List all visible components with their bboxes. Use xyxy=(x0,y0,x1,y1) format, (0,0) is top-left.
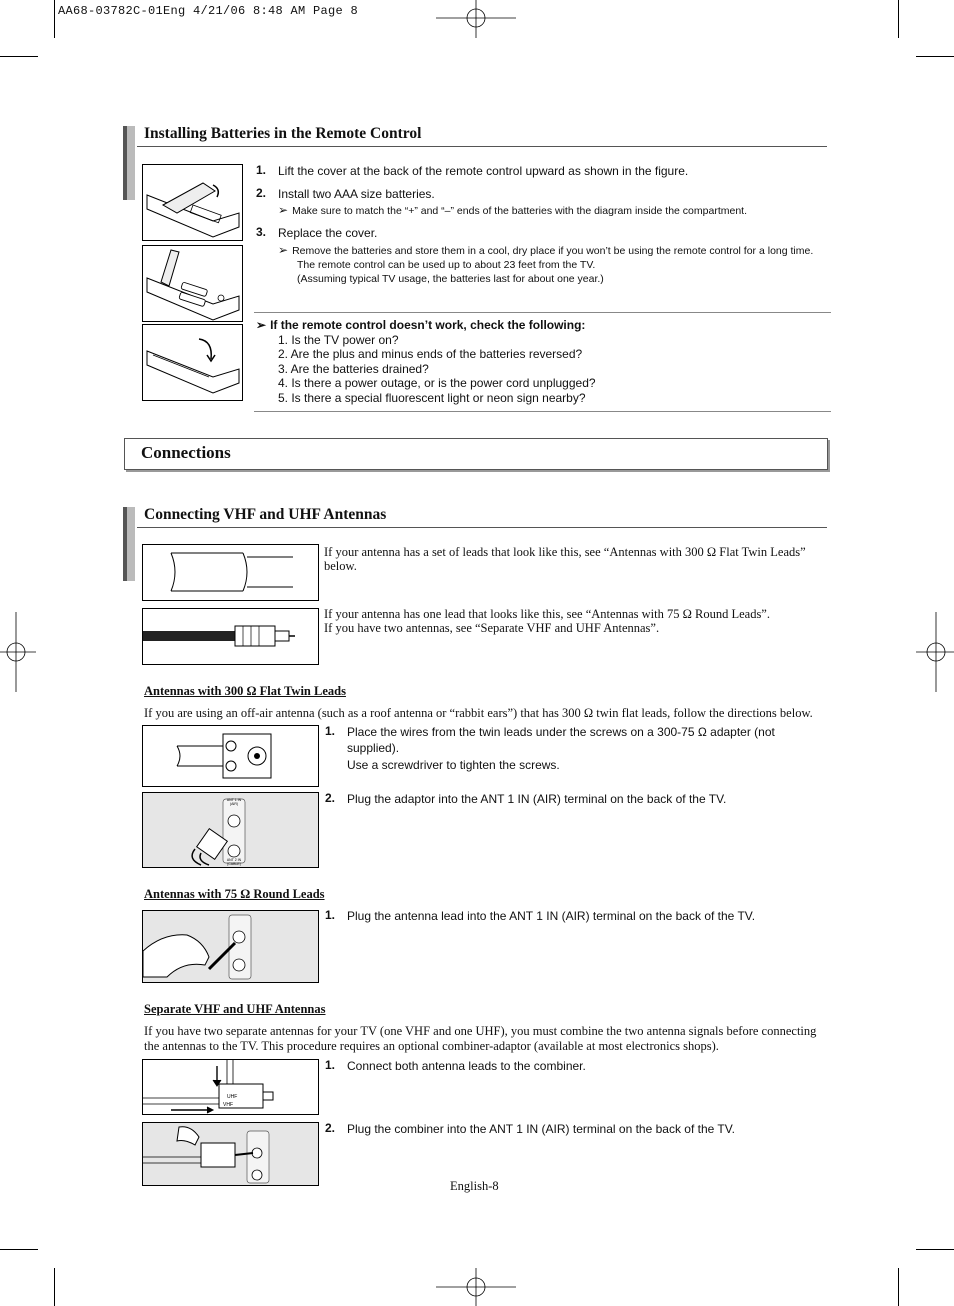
antennas-title: Connecting VHF and UHF Antennas xyxy=(144,506,387,523)
uhf-label: UHF xyxy=(227,1094,238,1100)
note-arrow-icon: ➢ xyxy=(278,203,289,217)
battery-step-2-number: 2. xyxy=(256,186,267,200)
round-step-1-number: 1. xyxy=(325,908,336,922)
combiner-plug-figure xyxy=(142,1122,319,1186)
check-item: 3. Are the batteries drained? xyxy=(278,361,429,376)
adapter-plug-figure xyxy=(142,792,319,868)
print-slug: AA68-03782C-01Eng 4/21/06 8:48 AM Page 8 xyxy=(58,4,359,18)
separate-step-2-text: Plug the combiner into the ANT 1 IN (AIR) terminal on the back of the TV. xyxy=(347,1122,735,1136)
check-heading: If the remote control doesn’t work, check the following: xyxy=(270,318,586,332)
registration-mark-bottom xyxy=(436,1268,516,1306)
check-item: 1. Is the TV power on? xyxy=(278,332,399,347)
separate-heading: Separate VHF and UHF Antennas xyxy=(144,1002,326,1016)
remote-figure-open-cover xyxy=(142,164,243,241)
batteries-title-rule xyxy=(137,146,827,147)
note-arrow-icon: ➢ xyxy=(278,243,289,257)
separate-step-2-number: 2. xyxy=(325,1121,336,1135)
section-bar-batteries xyxy=(123,126,135,200)
battery-step-2-text: Install two AAA size batteries. xyxy=(278,187,435,201)
flat-step-2-number: 2. xyxy=(325,791,336,805)
cable-label: (CABLE) xyxy=(227,862,241,866)
check-top-rule xyxy=(254,312,831,313)
air-label: (AIR) xyxy=(229,802,239,806)
flat-twin-lead-figure xyxy=(142,544,319,601)
flat-step-1-number: 1. xyxy=(325,724,336,738)
check-item: 2. Are the plus and minus ends of the batteries reversed? xyxy=(278,347,583,362)
flat-leads-heading: Antennas with 300 Ω Flat Twin Leads xyxy=(144,684,346,698)
flat-leads-description: If you are using an off-air antenna (such as a roof antenna or “rabbit ears”) that has 300 Ω twin flat leads, follow the directions below. xyxy=(144,706,813,720)
battery-step-1-text: Lift the cover at the back of the remote control upward as shown in the figure. xyxy=(278,164,689,178)
battery-step-2-note: ➢ Make sure to match the “+” and “–” ends of the batteries with the diagram inside the compartment. xyxy=(278,203,747,217)
battery-step-1-number: 1. xyxy=(256,163,267,177)
remote-figure-replace-cover xyxy=(142,324,243,401)
vhf-label: VHF xyxy=(223,1102,233,1108)
round-step-1-text: Plug the antenna lead into the ANT 1 IN (AIR) terminal on the back of the TV. xyxy=(347,909,756,923)
ant2-label: ANT 2 IN xyxy=(226,858,242,862)
connections-header xyxy=(124,438,828,470)
connections-title: Connections xyxy=(141,443,231,462)
separate-step-1-number: 1. xyxy=(325,1058,336,1072)
batteries-title: Installing Batteries in the Remote Control xyxy=(144,125,422,142)
check-item: 4. Is there a power outage, or is the power cord unplugged? xyxy=(278,376,596,391)
antenna-intro-flat: If your antenna has a set of leads that look like this, see “Antennas with 300 Ω Flat Twin Leads” below. xyxy=(324,545,806,573)
check-arrow-icon: ➢ xyxy=(256,318,267,332)
check-bottom-rule xyxy=(254,411,831,412)
flat-step-2-text: Plug the adaptor into the ANT 1 IN (AIR) terminal on the back of the TV. xyxy=(347,792,727,806)
round-lead-plug-figure xyxy=(142,910,319,983)
round-leads-heading: Antennas with 75 Ω Round Leads xyxy=(144,887,325,901)
registration-mark-right xyxy=(914,612,954,692)
separate-description: If you have two separate antennas for your TV (one VHF and one UHF), you must combine the two antenna signals before connecting the antennas to the TV. This procedure requires an optional combiner-adaptor (available at most electronics shops). xyxy=(144,1024,817,1053)
battery-step-3-notes: ➢ Remove the batteries and store them in a cool, dry place if you won’t be using the remote control for a long time. The remote control can be used up to about 23 feet from the TV. (Assuming typical TV usage, the batteries last for about one year.) xyxy=(278,243,814,285)
flat-step-1-text: Place the wires from the twin leads under the screws on a 300-75 Ω adapter (not supplied). Use a screwdriver to tighten the screws. xyxy=(347,725,775,772)
registration-mark-left xyxy=(0,612,40,692)
ant1-label: ANT 1 IN xyxy=(226,798,242,802)
adapter-figure xyxy=(142,725,319,787)
section-bar-antennas xyxy=(123,507,135,581)
registration-mark-top xyxy=(436,0,516,40)
battery-step-3-text: Replace the cover. xyxy=(278,226,378,240)
separate-step-1-text: Connect both antenna leads to the combiner. xyxy=(347,1059,586,1073)
page-number: English-8 xyxy=(450,1179,499,1193)
remote-figure-batteries xyxy=(142,245,243,322)
antenna-intro-round: If your antenna has one lead that looks like this, see “Antennas with 75 Ω Round Leads”. If you have two antennas, see “Separate VHF and UHF Antennas”. xyxy=(324,607,770,635)
remote-check-list xyxy=(256,318,826,406)
combiner-figure xyxy=(142,1059,319,1115)
battery-step-3-number: 3. xyxy=(256,225,267,239)
check-item: 5. Is there a special fluorescent light or neon sign nearby? xyxy=(278,390,586,405)
round-lead-figure xyxy=(142,608,319,665)
antennas-title-rule xyxy=(137,527,827,528)
